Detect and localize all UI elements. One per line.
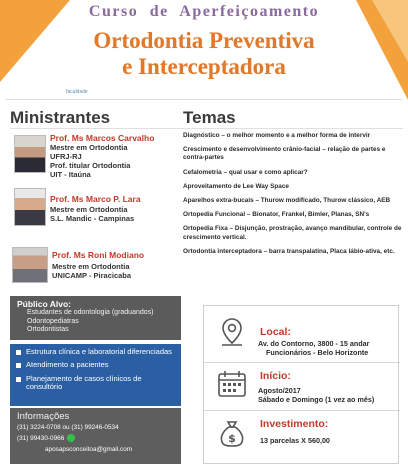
- topic-item: Aparelhos extra-bucais – Thurow modificado, Thurow clássico, AEB: [183, 197, 391, 205]
- professor-line: Prof. titular Ortodontia: [50, 161, 131, 170]
- feature-item: [16, 375, 175, 392]
- bullet-icon: [16, 363, 21, 368]
- topic-item: Aproveitamento de Lee Way Space: [183, 182, 289, 190]
- bullet-icon: [16, 350, 21, 355]
- phone-number[interactable]: (31) 3224-0708: [17, 424, 61, 431]
- topic-item: Diagnóstico – o melhor momento e a melhor forma de intervir: [183, 132, 371, 139]
- divider: [6, 99, 402, 100]
- professor-info: [52, 262, 131, 280]
- bullet-icon: [16, 377, 21, 382]
- professor-photo: [12, 247, 48, 283]
- inicio-line-2: Sábado e Domingo (1 vez ao mês): [258, 395, 375, 404]
- investimento-label: Investimento:: [260, 418, 329, 430]
- title-line-1: Ortodontia Preventiva: [93, 28, 315, 53]
- section-divider: [10, 128, 403, 129]
- professor-line: Mestre em Ortodontia: [50, 205, 128, 214]
- section-temas: Temas: [183, 108, 236, 127]
- inicio-line-1: Agosto/2017: [258, 386, 301, 395]
- features-box: [10, 344, 181, 406]
- topic-item: Ortopedia Fixa – Disjunção, prostração, avanço mandibular, controle de crescimento vertical.: [183, 225, 402, 241]
- school-logo: faculdade: [66, 89, 88, 95]
- email-link[interactable]: aposapsconceitoa@gmail.com: [45, 446, 133, 453]
- public-title: Público Alvo:: [17, 299, 71, 309]
- details-panel: [203, 305, 399, 464]
- topic-item: Cefalometria – qual usar e como aplicar?: [183, 168, 308, 176]
- phone-number[interactable]: (31) 99246-0534: [71, 424, 119, 431]
- whatsapp-line: [17, 433, 174, 444]
- feature-item: [16, 348, 175, 356]
- investimento-line-1: 13 parcelas X 560,00: [260, 436, 330, 445]
- professor-info: [50, 205, 134, 223]
- professor-line: UIT - Itaúna: [50, 170, 91, 179]
- phone-separator: ou: [62, 424, 70, 431]
- phone-line: [17, 422, 174, 433]
- public-item: Ortodontistas: [27, 326, 69, 334]
- divider: [204, 410, 400, 411]
- whatsapp-icon: [67, 434, 75, 442]
- info-title: Informações: [17, 411, 70, 422]
- topic-item: Crescimento e desenvolvimento crânio-facial – relação de partes e contra-partes: [183, 146, 386, 162]
- topic-item: Ortodontia interceptadora – barra transpalatina, Placa lábio-ativa, etc.: [183, 247, 395, 255]
- title-line-2: e Interceptadora: [122, 54, 286, 79]
- professor-name: Prof. Ms Marco P. Lara: [50, 194, 141, 204]
- professor-photo: [14, 188, 46, 226]
- professor-name: Prof. Ms Roni Modiano: [52, 250, 145, 260]
- professor-line: Mestre em Ortodontia: [50, 143, 128, 152]
- professor-photo: [14, 135, 46, 173]
- feature-item: [16, 361, 175, 369]
- feature-label: Estrutura clínica e laboratorial diferenciadas: [26, 347, 172, 356]
- professor-line: Mestre em Ortodontia: [52, 262, 130, 271]
- inicio-label: Início:: [260, 370, 291, 382]
- topics-list: [183, 132, 403, 262]
- local-line-2: Funcionários - Belo Horizonte: [266, 348, 369, 357]
- professor-name: Prof. Ms Marcos Carvalho: [50, 133, 155, 143]
- svg-text:$: $: [228, 432, 236, 445]
- info-box: [10, 408, 181, 464]
- local-label: Local:: [260, 326, 291, 338]
- course-heading: Curso de Aperfeiçoamento: [88, 3, 320, 20]
- public-item: Estudantes de odontologia (graduandos): [27, 309, 154, 316]
- course-title: [0, 28, 408, 80]
- calendar-icon: [216, 368, 248, 400]
- professor-line: UNICAMP - Piracicaba: [52, 271, 132, 280]
- feature-label: Atendimento a pacientes: [26, 360, 109, 370]
- topic-item: Ortopedia Funcional – Bionator, Frankel, Bimler, Planas, SN's: [183, 211, 370, 219]
- section-ministrantes: Ministrantes: [10, 108, 111, 127]
- professor-info: [50, 143, 130, 179]
- phone-number[interactable]: (31) 99430-0966: [17, 435, 65, 442]
- local-line-1: Av. do Contorno, 3800 - 15 andar: [258, 339, 370, 348]
- public-item: Odontopediatras: [27, 317, 79, 325]
- map-pin-icon: [216, 316, 248, 348]
- divider: [204, 362, 400, 363]
- professor-line: S.L. Mandic - Campinas: [50, 214, 135, 223]
- feature-label: Planejamento de casos clínicos de consultório: [26, 373, 142, 391]
- public-box: [10, 296, 181, 340]
- professor-line: UFRJ-RJ: [50, 152, 82, 161]
- header-banner: [0, 0, 408, 100]
- money-bag-icon: [216, 418, 248, 450]
